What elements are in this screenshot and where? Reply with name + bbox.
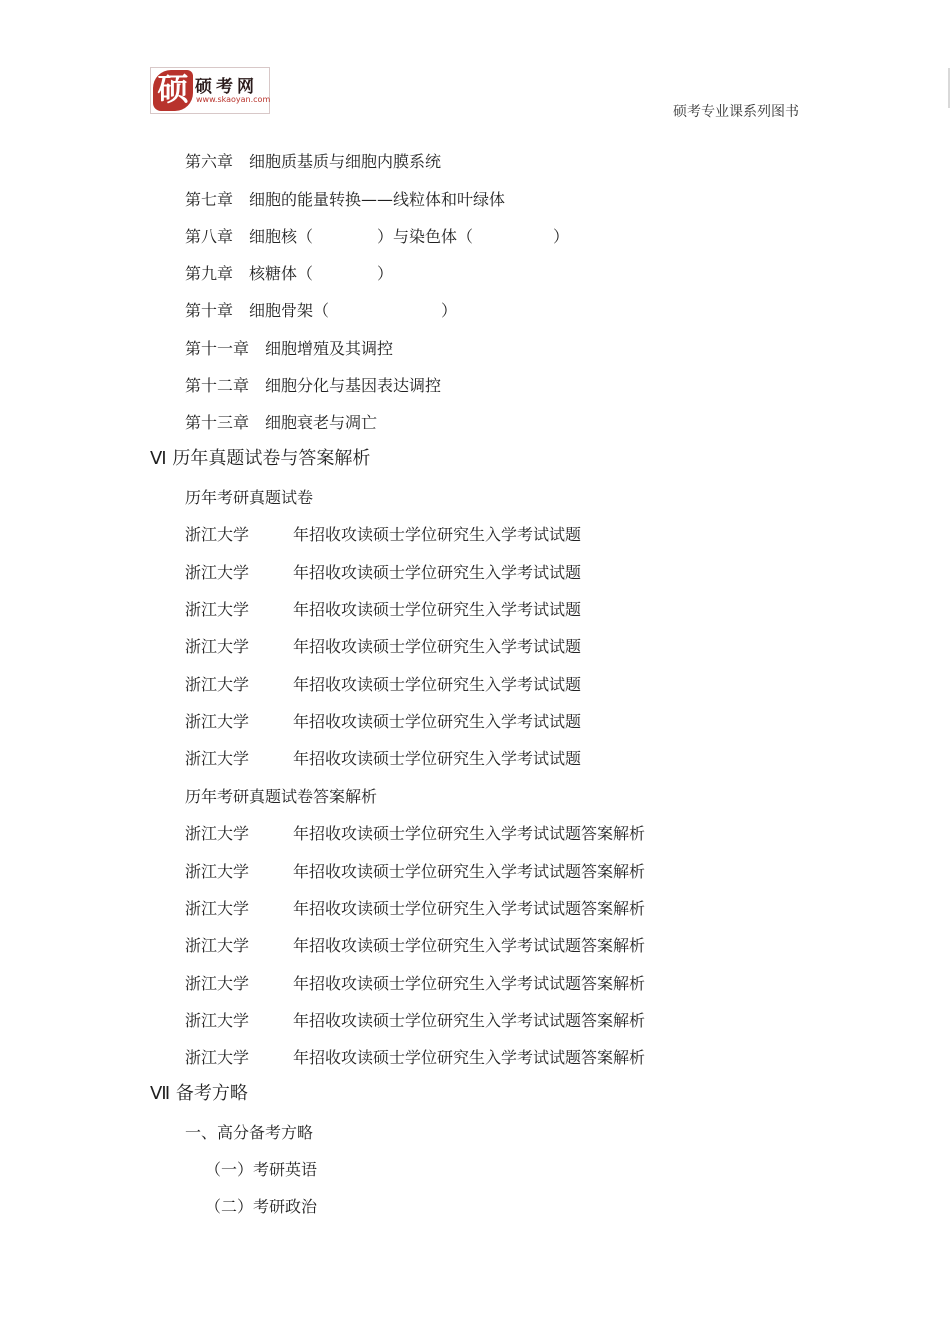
paper-title: 年招收攻读硕士学位研究生入学考试试题 [293,712,582,731]
answer-title: 年招收攻读硕士学位研究生入学考试试题答案解析 [293,1011,646,1030]
answer-school: 浙江大学 [185,1048,250,1067]
answers-heading: 历年考研真题试卷答案解析 [185,787,378,806]
paper-school: 浙江大学 [185,637,250,656]
answer-title: 年招收攻读硕士学位研究生入学考试试题答案解析 [293,974,646,993]
paper-school: 浙江大学 [185,712,250,731]
paper-school: 浙江大学 [185,675,250,694]
paper-title: 年招收攻读硕士学位研究生入学考试试题 [293,749,582,768]
toc-chapter-6: 第六章 细胞质基质与细胞内膜系统 [185,152,442,171]
paper-title: 年招收攻读硕士学位研究生入学考试试题 [293,525,582,544]
strategy-heading: 一、高分备考方略 [185,1123,314,1142]
answer-title: 年招收攻读硕士学位研究生入学考试试题答案解析 [293,824,646,843]
toc-chapter-10: 第十章 细胞骨架（ ） [185,301,458,320]
paper-school: 浙江大学 [185,749,250,768]
series-title: 硕考专业课系列图书 [673,104,799,120]
logo-name: 硕考网 [195,77,258,97]
section-vi-title: Ⅵ 历年真题试卷与答案解析 [150,448,371,469]
toc-chapter-11: 第十一章 细胞增殖及其调控 [185,339,394,358]
paper-school: 浙江大学 [185,600,250,619]
paper-school: 浙江大学 [185,525,250,544]
answer-school: 浙江大学 [185,862,250,881]
paper-title: 年招收攻读硕士学位研究生入学考试试题 [293,675,582,694]
strategy-item-english: （一）考研英语 [205,1160,318,1179]
answer-school: 浙江大学 [185,1011,250,1030]
answer-title: 年招收攻读硕士学位研究生入学考试试题答案解析 [293,936,646,955]
answer-school: 浙江大学 [185,974,250,993]
answer-title: 年招收攻读硕士学位研究生入学考试试题答案解析 [293,899,646,918]
logo-seal: 硕 [153,70,193,111]
answer-title: 年招收攻读硕士学位研究生入学考试试题答案解析 [293,1048,646,1067]
paper-title: 年招收攻读硕士学位研究生入学考试试题 [293,637,582,656]
toc-chapter-7: 第七章 细胞的能量转换——线粒体和叶绿体 [185,190,506,209]
logo-url: www.skaoyan.com [196,95,271,104]
site-logo [150,67,270,114]
toc-chapter-9: 第九章 核糖体（ ） [185,264,394,283]
paper-title: 年招收攻读硕士学位研究生入学考试试题 [293,600,582,619]
paper-title: 年招收攻读硕士学位研究生入学考试试题 [293,563,582,582]
papers-heading: 历年考研真题试卷 [185,488,314,507]
paper-school: 浙江大学 [185,563,250,582]
answer-school: 浙江大学 [185,899,250,918]
answer-school: 浙江大学 [185,936,250,955]
toc-chapter-12: 第十二章 细胞分化与基因表达调控 [185,376,442,395]
section-vii-title: Ⅶ 备考方略 [150,1083,248,1104]
answer-title: 年招收攻读硕士学位研究生入学考试试题答案解析 [293,862,646,881]
strategy-item-politics: （二）考研政治 [205,1197,318,1216]
toc-chapter-13: 第十三章 细胞衰老与凋亡 [185,413,378,432]
answer-school: 浙江大学 [185,824,250,843]
toc-chapter-8: 第八章 细胞核（ ）与染色体（ ） [185,227,570,246]
